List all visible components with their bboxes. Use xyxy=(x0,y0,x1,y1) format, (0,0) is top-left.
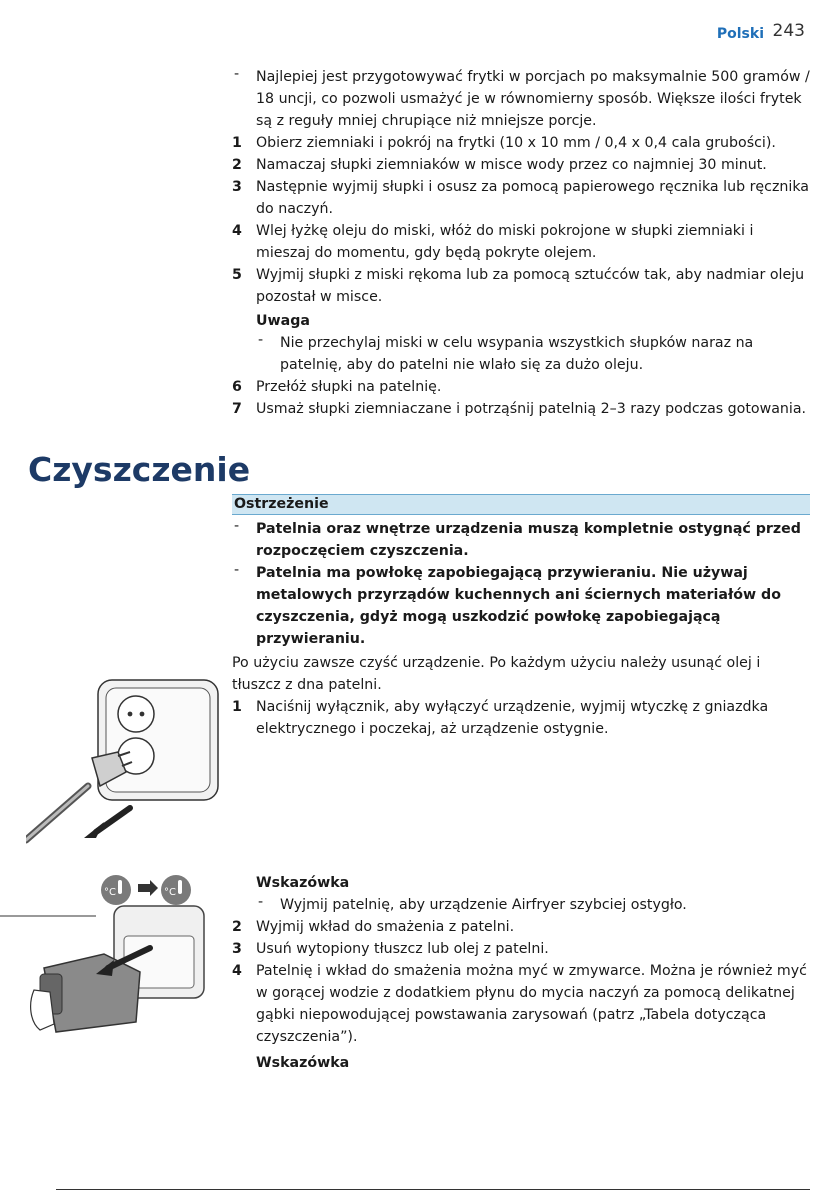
step-number: 3 xyxy=(232,179,242,195)
list-item-step-1 xyxy=(232,132,810,154)
footer-divider xyxy=(56,1189,810,1190)
step-number: 2 xyxy=(232,157,242,173)
temp-unit-cool: °C xyxy=(164,887,176,898)
list-marker: - xyxy=(234,562,240,578)
step-number: 5 xyxy=(232,267,242,283)
list-item-text: Najlepiej jest przygotowywać frytki w porcjach po maksymalnie 500 gramów / 18 uncji, co pozwoli usmażyć je w równomierny sposób. Większe ilości frytek są z reguły mniej chrupiące niż mniejsze porcje. xyxy=(256,69,810,129)
frying-instructions xyxy=(232,66,810,420)
airfryer-cooling-illustration xyxy=(0,872,220,1052)
list-marker: - xyxy=(258,894,264,910)
note-label: Uwaga xyxy=(256,313,310,329)
hand xyxy=(31,990,54,1030)
list-item-step-2 xyxy=(232,154,810,176)
list-marker: - xyxy=(234,66,240,82)
step-text: Wlej łyżkę oleju do miski, włóż do miski pokrojone w słupki ziemniaki i mieszaj do momentu, gdy będą pokryte olejem. xyxy=(256,223,754,261)
list-item-step-4 xyxy=(232,220,810,264)
warning-text: Patelnia ma powłokę zapobiegającą przywieraniu. Nie używaj metalowych przyrządów kuchennych ani ściernych materiałów do czyszczenia, gdyż mogą uszkodzić powłokę zapobiegającą przywieraniu. xyxy=(256,565,781,647)
arrow-icon xyxy=(138,880,158,896)
cleaning-section xyxy=(232,494,810,740)
step-number: 3 xyxy=(232,941,242,957)
tip-label-2: Wskazówka xyxy=(256,1055,350,1071)
warning-text: Patelnia oraz wnętrze urządzenia muszą kompletnie ostygnąć przed rozpoczęciem czyszczenia. xyxy=(256,521,801,559)
step-text: Usuń wytopiony tłuszcz lub olej z patelni. xyxy=(256,941,549,957)
list-item-clean-step-1 xyxy=(232,696,810,740)
socket-top xyxy=(118,696,154,732)
note-text: Nie przechylaj miski w celu wsypania wszystkich słupków naraz na patelnię, aby do patelni nie wlało się za dużo oleju. xyxy=(280,335,754,373)
page-number: 243 xyxy=(772,21,805,41)
list-item-step-3 xyxy=(232,176,810,220)
header-language: Polski xyxy=(716,26,764,42)
step-text: Obierz ziemniaki i pokrój na frytki (10 x 10 mm / 0,4 x 0,4 cala grubości). xyxy=(256,135,776,151)
warning-item xyxy=(232,562,810,650)
step-text: Wyjmij wkład do smażenia z patelni. xyxy=(256,919,515,935)
step-number: 4 xyxy=(232,223,242,239)
list-item-tip xyxy=(232,66,810,132)
section-title: Czyszczenie xyxy=(28,450,251,489)
tip-text: Wyjmij patelnię, aby urządzenie Airfryer szybciej ostygło. xyxy=(280,897,687,913)
warning-label: Ostrzeżenie xyxy=(232,494,810,515)
step-text: Wyjmij słupki z miski rękoma lub za pomocą sztućców tak, aby nadmiar oleju pozostał w misce. xyxy=(256,267,805,305)
unplug-illustration xyxy=(26,676,226,848)
cleaning-intro: Po użyciu zawsze czyść urządzenie. Po każdym użyciu należy usunąć olej i tłuszcz z dna patelni. xyxy=(232,655,761,693)
tip-label: Wskazówka xyxy=(256,875,350,891)
step-text: Następnie wyjmij słupki i osusz za pomocą papierowego ręcznika lub ręcznika do naczyń. xyxy=(256,179,809,217)
step-number: 6 xyxy=(232,379,242,395)
step-text: Naciśnij wyłącznik, aby wyłączyć urządzenie, wyjmij wtyczkę z gniazdka elektrycznego i poczekaj, aż urządzenie ostygnie. xyxy=(256,699,769,737)
step-number: 1 xyxy=(232,699,242,715)
list-item-clean-step-3 xyxy=(232,938,810,960)
warning-item xyxy=(232,518,810,562)
step-number: 7 xyxy=(232,401,242,417)
list-marker: - xyxy=(258,332,264,348)
list-item-clean-step-2 xyxy=(232,916,810,938)
step-text: Patelnię i wkład do smażenia można myć w zmywarce. Można je również myć w gorącej wodzie z dodatkiem płynu do mycia naczyń za pomocą delikatnej gąbki niepowodującej powstawania zarysowań (patrz „Tabela dotycząca czyszczenia”). xyxy=(256,963,807,1045)
list-marker: - xyxy=(234,518,240,534)
step-text: Namaczaj słupki ziemniaków w misce wody przez co najmniej 30 minut. xyxy=(256,157,767,173)
step-text: Usmaż słupki ziemniaczane i potrząśnij patelnią 2–3 razy podczas gotowania. xyxy=(256,401,807,417)
temp-unit-hot: °C xyxy=(104,887,116,898)
list-item-step-7 xyxy=(232,398,810,420)
list-item-clean-step-4 xyxy=(232,960,810,1048)
note-item xyxy=(232,332,810,376)
step-number: 4 xyxy=(232,963,242,979)
list-item-step-6 xyxy=(232,376,810,398)
cleaning-steps xyxy=(232,872,810,1074)
step-text: Przełóż słupki na patelnię. xyxy=(256,379,442,395)
step-number: 2 xyxy=(232,919,242,935)
list-item-step-5 xyxy=(232,264,810,308)
pull-arrow xyxy=(96,808,130,832)
step-number: 1 xyxy=(232,135,242,151)
tip-item xyxy=(232,894,810,916)
